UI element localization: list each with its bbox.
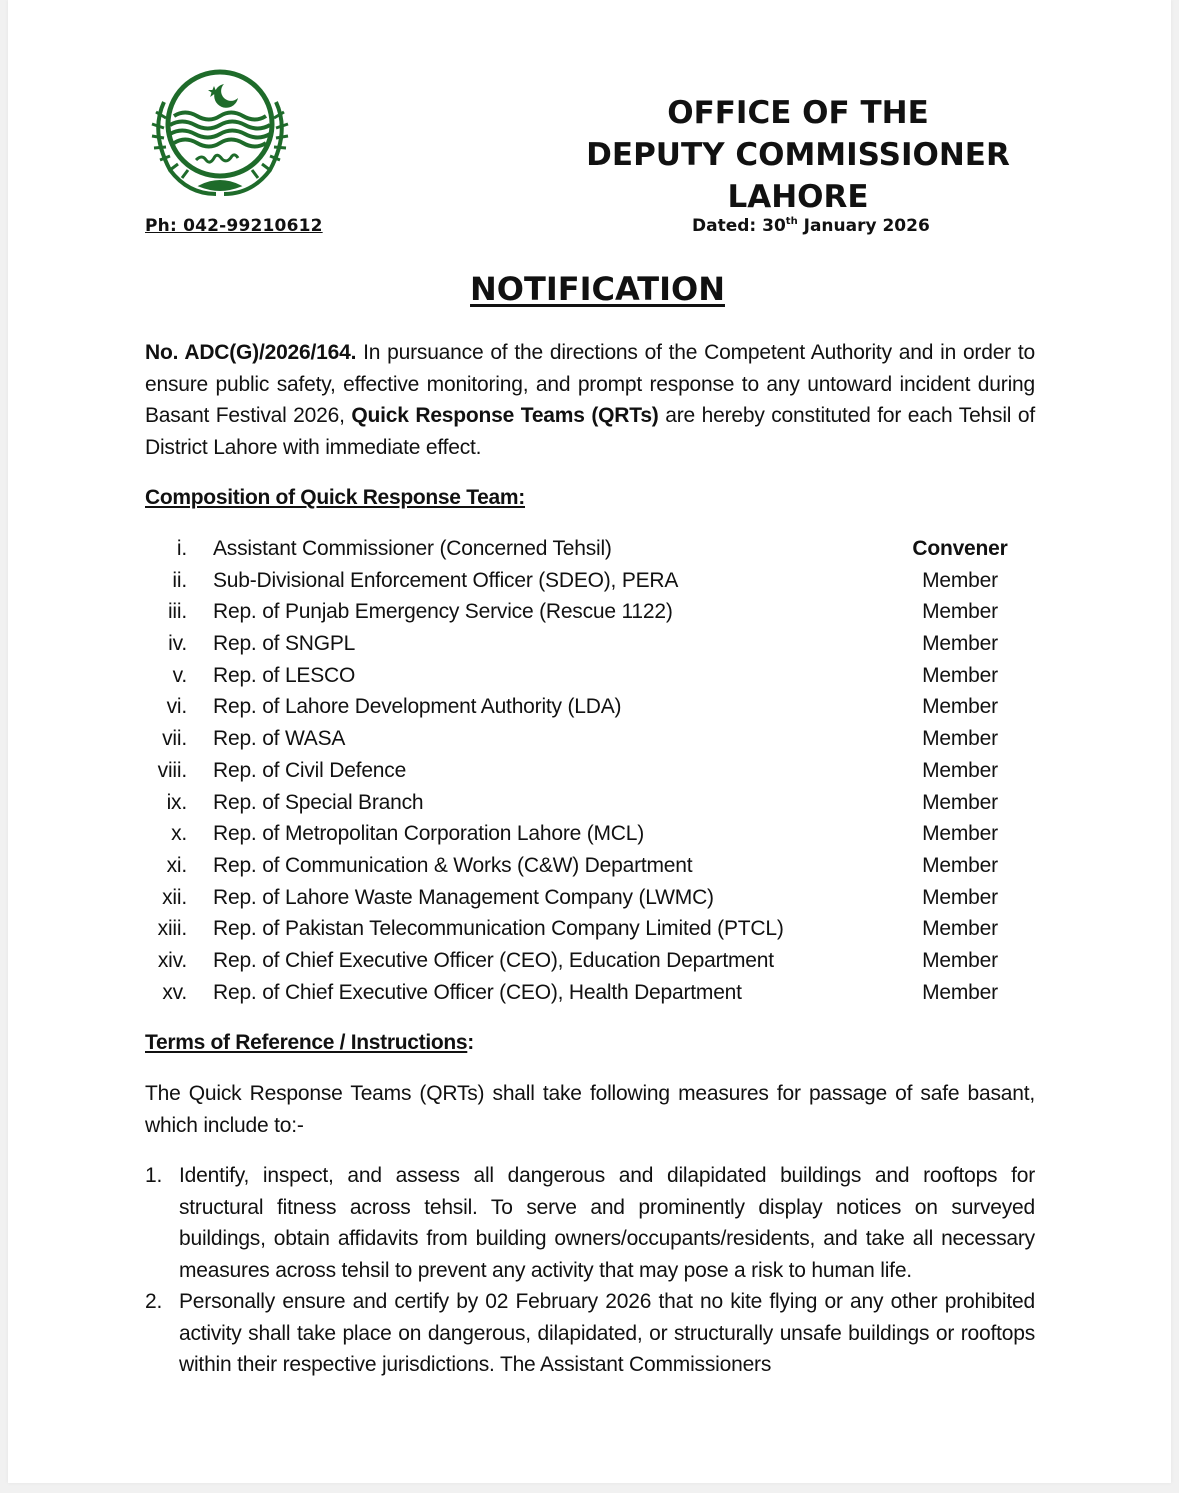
- dated-sup: th: [785, 216, 798, 227]
- member-role: Member: [922, 758, 998, 782]
- member-number: xv.: [162, 980, 187, 1004]
- tor-heading: [145, 1031, 474, 1055]
- member-role: Member: [922, 822, 998, 846]
- member-number: iv.: [168, 632, 187, 656]
- intro-paragraph: [145, 337, 1035, 463]
- member-row: [145, 913, 1045, 945]
- member-role: Member: [922, 948, 998, 972]
- office-heading: [568, 92, 1028, 218]
- member-role: Member: [922, 853, 998, 877]
- member-row: [145, 850, 1045, 882]
- members-list: [145, 533, 1045, 1008]
- member-role: Member: [922, 600, 998, 624]
- intro-bold-qrts: Quick Response Teams (QRTs): [351, 404, 659, 427]
- instructions-list: [145, 1160, 1035, 1381]
- member-row: [145, 945, 1045, 977]
- member-name: Rep. of Punjab Emergency Service (Rescue 1122): [213, 600, 673, 624]
- member-role: Member: [922, 790, 998, 814]
- reference-number: No. ADC(G)/2026/164.: [145, 341, 357, 364]
- member-row: [145, 882, 1045, 914]
- member-name: Rep. of LESCO: [213, 663, 356, 687]
- member-name: Rep. of Special Branch: [213, 790, 424, 814]
- intro-text-3: are hereby constituted for each Tehsil of District Lahore with immediate effect.: [145, 404, 1036, 459]
- member-number: iii.: [167, 600, 187, 624]
- member-row: [145, 818, 1045, 850]
- member-role: Member: [922, 632, 998, 656]
- member-role: Member: [922, 695, 998, 719]
- tor-heading-colon: :: [467, 1031, 474, 1054]
- member-number: xiv.: [157, 948, 187, 972]
- instruction-number: 1.: [145, 1164, 163, 1187]
- member-number: i.: [176, 537, 187, 560]
- office-line-3: LAHORE: [727, 179, 869, 215]
- member-role: Member: [922, 980, 998, 1004]
- member-number: x.: [171, 822, 187, 846]
- member-role: Member: [922, 663, 998, 687]
- member-number: vii.: [162, 727, 187, 751]
- member-number: v.: [172, 663, 187, 687]
- member-row: [145, 691, 1045, 723]
- intro-text-1: In pursuance of the directions of the Competent Authority and in order to ensure public safety, effective monitoring, and prompt response to any untoward incident during Basant Festival 2026,: [145, 341, 1035, 427]
- tor-heading-text: Terms of Reference / Instructions: [145, 1031, 468, 1054]
- member-row: [145, 596, 1045, 628]
- member-name: Assistant Commissioner (Concerned Tehsil): [213, 537, 612, 560]
- member-name: Rep. of Communication & Works (C&W) Department: [213, 853, 693, 877]
- member-number: xi.: [166, 853, 187, 877]
- instruction-number: 2.: [145, 1290, 163, 1313]
- member-number: xiii.: [157, 917, 187, 941]
- tor-intro: The Quick Response Teams (QRTs) shall take following measures for passage of safe basant, which include to:-: [145, 1082, 1035, 1137]
- member-number: xii.: [162, 885, 187, 909]
- member-name: Rep. of Chief Executive Officer (CEO), Education Department: [213, 948, 774, 972]
- member-number: viii.: [157, 758, 187, 782]
- member-name: Rep. of Metropolitan Corporation Lahore (MCL): [213, 822, 645, 846]
- member-name: Sub-Divisional Enforcement Officer (SDEO), PERA: [213, 568, 679, 592]
- member-row: [145, 565, 1045, 597]
- phone-number: Ph: 042-99210612: [145, 216, 323, 236]
- instruction-item: [145, 1286, 1035, 1381]
- dated-line: [692, 216, 930, 236]
- punjab-emblem-icon: [130, 62, 310, 202]
- instruction-text: Personally ensure and certify by 02 February 2026 that no kite flying or any other prohibited activity shall take place on dangerous, dilapidated, or structurally unsafe buildings or rooftops within their respective jurisdictions. The Assistant Commissioners: [179, 1290, 1035, 1376]
- member-name: Rep. of Chief Executive Officer (CEO), Health Department: [213, 980, 742, 1004]
- member-role: Member: [922, 568, 998, 592]
- composition-heading: Composition of Quick Response Team:: [145, 486, 525, 509]
- instruction-text: Identify, inspect, and assess all dangerous and dilapidated buildings and rooftops for structural fitness across tehsil. To serve and prominently display notices on surveyed buildings, obtain affidavits from building owners/occupants/residents, and take all necessary measures across tehsil to prevent any activity that may pose a risk to human life.: [179, 1164, 1035, 1282]
- document-page: [8, 0, 1171, 1483]
- member-name: Rep. of Lahore Development Authority (LDA): [213, 695, 622, 719]
- member-number: vi.: [166, 695, 187, 719]
- member-row: [145, 533, 1045, 565]
- member-role: Member: [922, 727, 998, 751]
- member-row: [145, 977, 1045, 1009]
- member-role: Convener: [912, 537, 1008, 560]
- member-row: [145, 660, 1045, 692]
- member-role: Member: [922, 885, 998, 909]
- member-row: [145, 628, 1045, 660]
- member-name: Rep. of Pakistan Telecommunication Company Limited (PTCL): [213, 917, 784, 941]
- member-name: Rep. of WASA: [213, 727, 346, 751]
- member-name: Rep. of SNGPL: [213, 632, 356, 656]
- member-row: [145, 723, 1045, 755]
- notification-title-text: NOTIFICATION: [470, 270, 725, 308]
- member-number: ix.: [166, 790, 187, 814]
- dated-suffix: January 2026: [797, 216, 930, 236]
- member-row: [145, 755, 1045, 787]
- notification-title: [8, 270, 1179, 308]
- office-line-1: OFFICE OF THE: [667, 95, 929, 131]
- dated-prefix: Dated: 30: [692, 216, 786, 236]
- member-name: Rep. of Lahore Waste Management Company (LWMC): [213, 885, 714, 909]
- member-name: Rep. of Civil Defence: [213, 758, 407, 782]
- member-number: ii.: [172, 568, 187, 592]
- instruction-item: [145, 1160, 1035, 1286]
- member-role: Member: [922, 917, 998, 941]
- member-row: [145, 787, 1045, 819]
- office-line-2: DEPUTY COMMISSIONER: [586, 137, 1010, 173]
